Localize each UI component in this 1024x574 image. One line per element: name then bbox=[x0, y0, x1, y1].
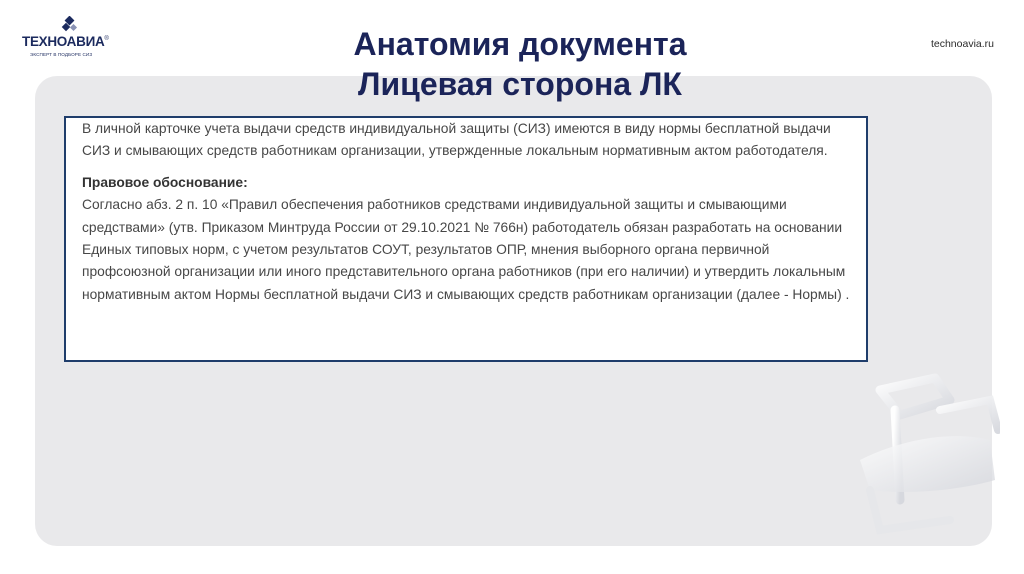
doc-paragraph-intro: В личной карточке учета выдачи средств индивидуальной защиты (СИЗ) имеются в виду нормы бесплатной выдачи СИЗ и смывающих средств работникам организации, утвержденные локальным нормативным актом работодателя. bbox=[82, 121, 831, 159]
site-link[interactable]: technoavia.ru bbox=[930, 38, 994, 50]
title-line-1: Анатомия документа bbox=[353, 26, 687, 62]
brand-tagline: ЭКСПЕРТ В ПОДБОРЕ СИЗ bbox=[30, 52, 93, 57]
doc-paragraph-legal: Согласно абз. 2 п. 10 «Правил обеспечения работников средствами индивидуальной защиты и смывающими средствами» (утв. Приказом Минтруда России от 29.10.2021 № 766н) работодатель обязан разработать на основании Единых типовых норм, с учетом результатов СОУТ, результатов ОПР, мнения выборного органа первичной профсоюзной организации или иного представительного органа работников (при его наличии) и утвердить локальным нормативным актом Нормы бесплатной выдачи СИЗ и смывающих средств работникам организации (далее - Нормы) . bbox=[82, 197, 850, 302]
title-line-2: Лицевая сторона ЛК bbox=[358, 66, 682, 102]
page-title bbox=[300, 24, 740, 104]
document-excerpt bbox=[64, 116, 868, 362]
brand-name: ТЕХНОАВИА® bbox=[22, 34, 109, 49]
doc-heading-legal-basis: Правовое обоснование: bbox=[82, 174, 248, 190]
brand-logo[interactable] bbox=[22, 16, 132, 56]
ppe-product-illustration bbox=[840, 370, 1000, 540]
logo-mark-icon bbox=[60, 16, 82, 36]
